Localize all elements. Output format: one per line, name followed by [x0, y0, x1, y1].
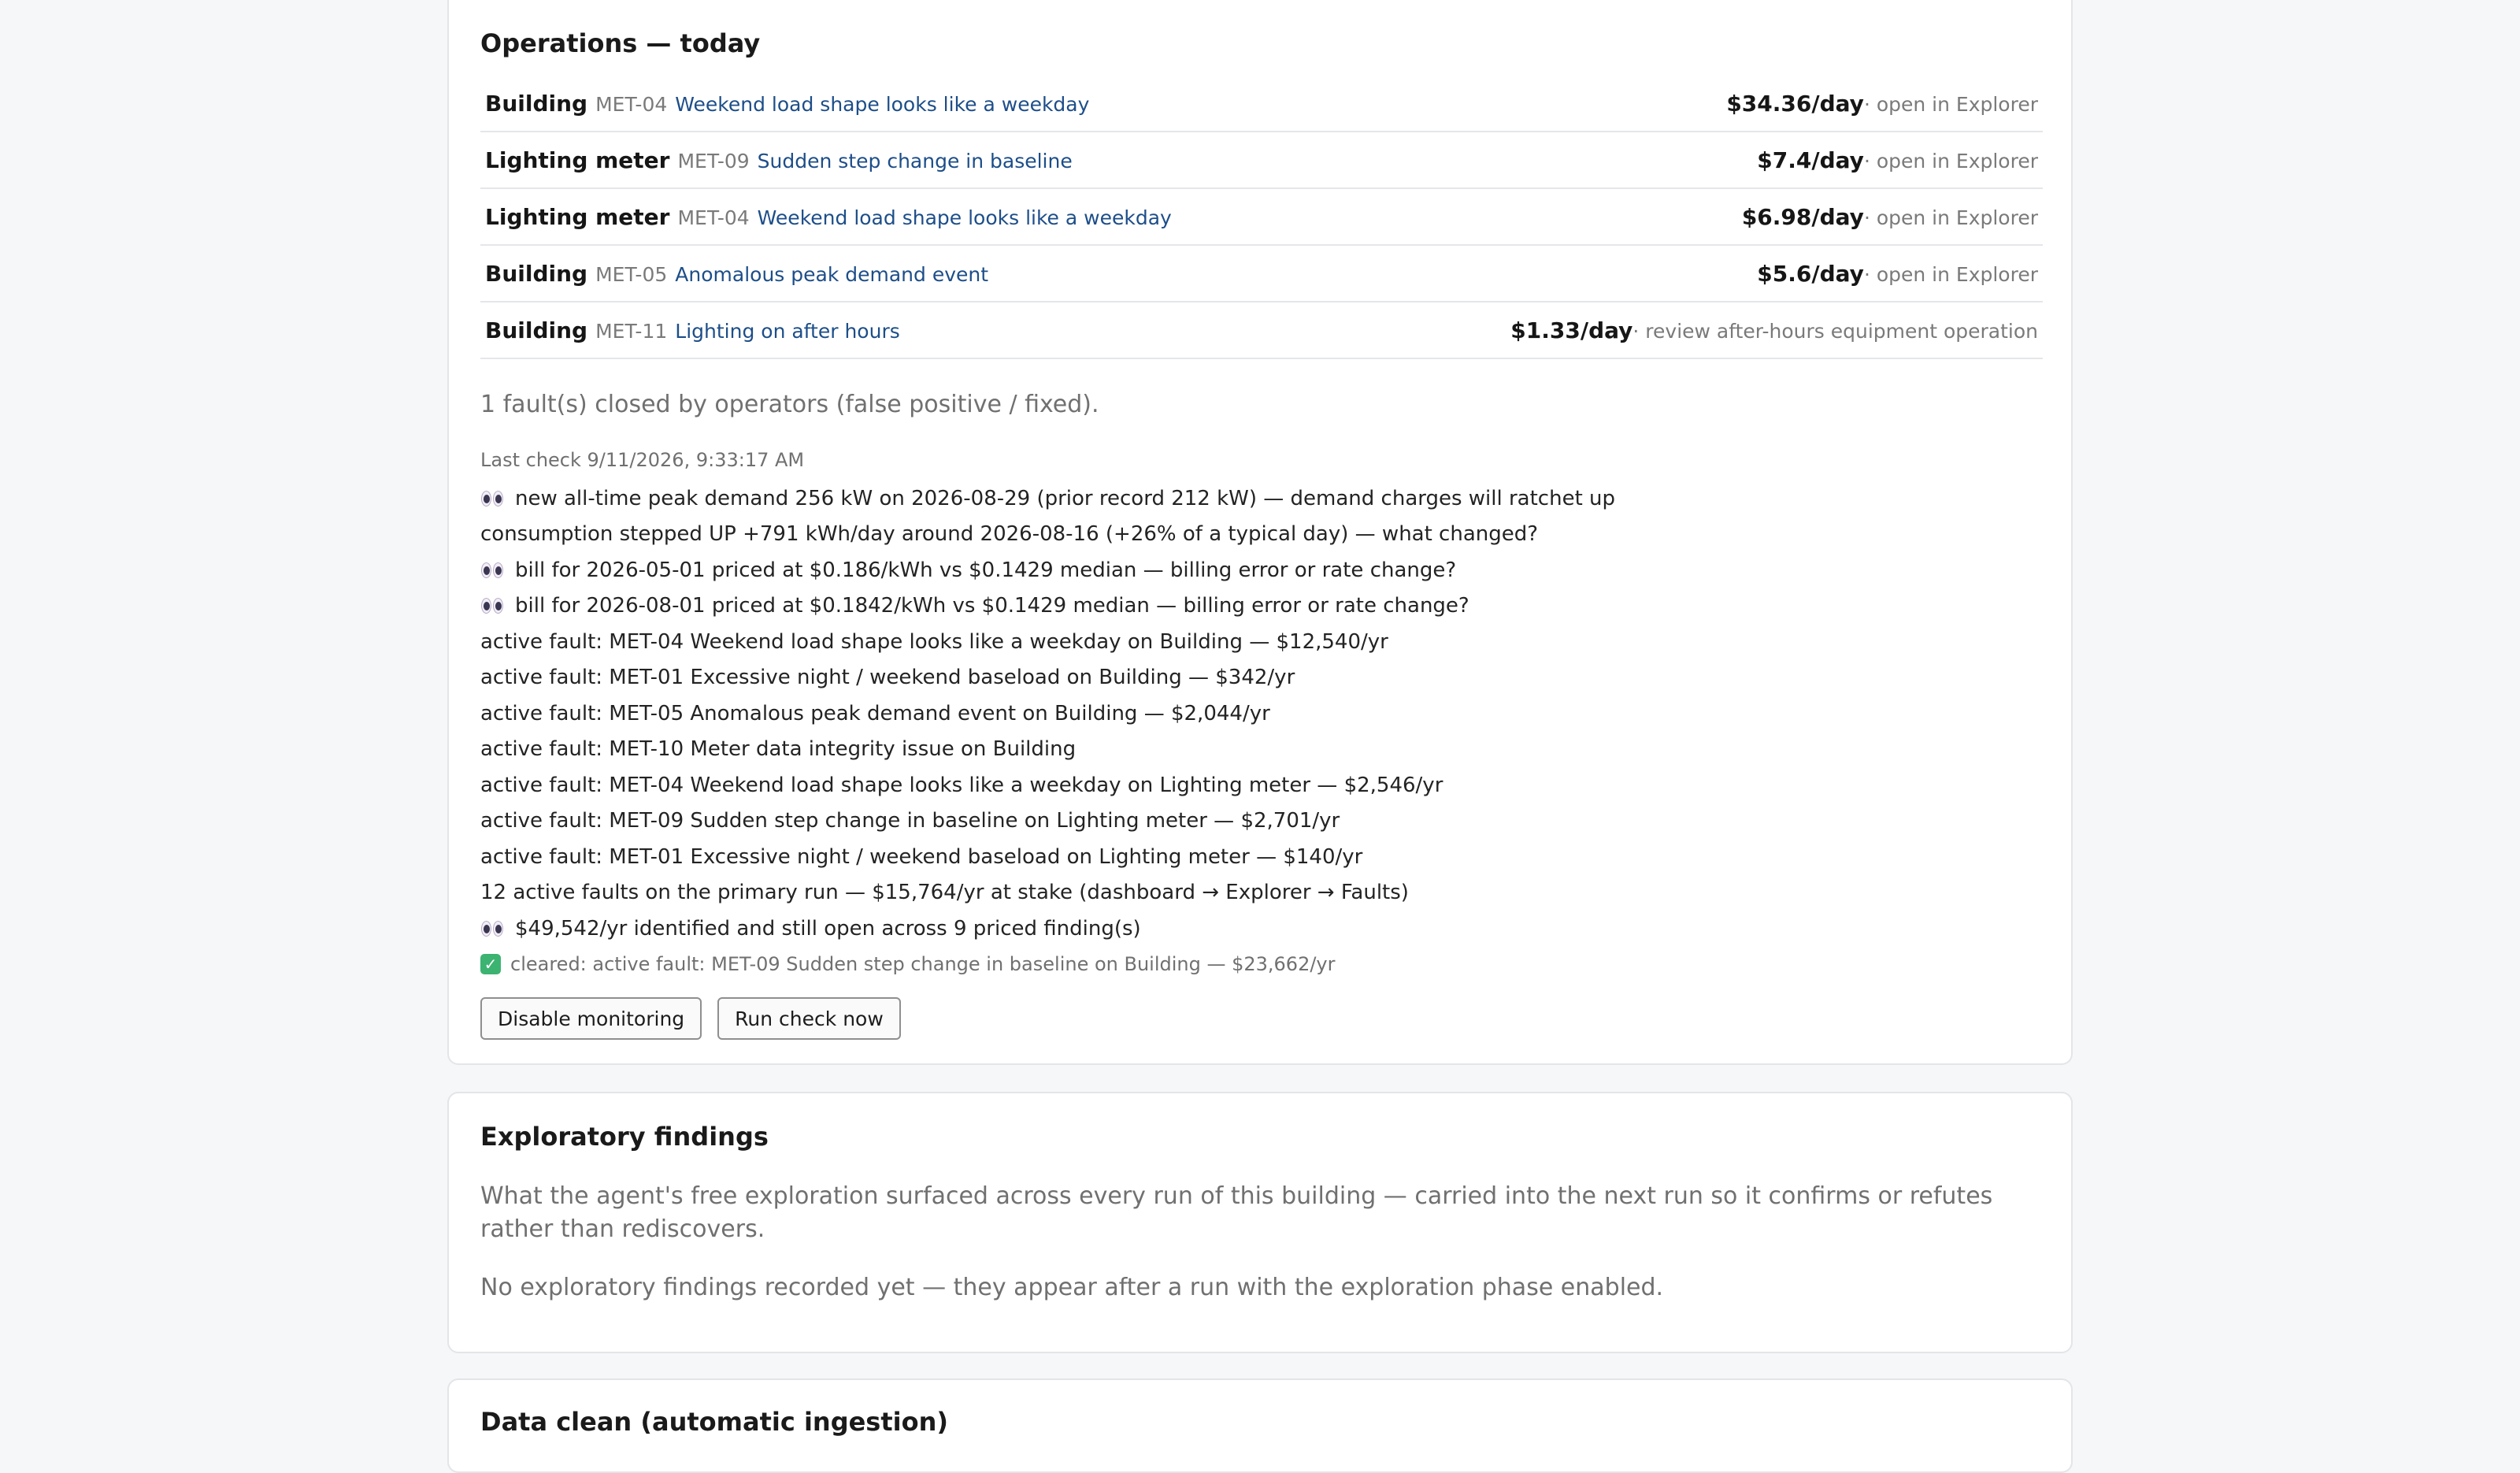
log-line	[480, 624, 2040, 660]
log-line	[480, 588, 2040, 625]
operations-title: Operations — today	[480, 28, 761, 58]
log-line	[480, 911, 2040, 947]
exploratory-empty-state: No exploratory findings recorded yet — they appear after a run with the exploration phase enabled.	[480, 1274, 1664, 1301]
fault-row	[480, 189, 2043, 246]
fault-list	[480, 76, 2043, 359]
eyes-icon	[480, 491, 504, 506]
log-line	[480, 696, 2040, 732]
log-text: $49,542/yr identified and still open across 9 priced finding(s)	[515, 916, 1141, 941]
fault-cost: $5.6/day	[1757, 260, 1864, 287]
fault-equipment: Building	[485, 317, 588, 343]
log-line	[480, 660, 2040, 696]
exploratory-findings-card	[447, 1092, 2073, 1353]
last-check-timestamp: Last check 9/11/2026, 9:33:17 AM	[480, 449, 805, 471]
log-text: active fault: MET-01 Excessive night / weekend baseload on Lighting meter — $140/yr	[480, 844, 1363, 869]
log-text: new all-time peak demand 256 kW on 2026-08-29 (prior record 212 kW) — demand charges will ratchet up	[515, 486, 1616, 510]
log-text: active fault: MET-04 Weekend load shape looks like a weekday on Lighting meter — $2,546/yr	[480, 773, 1443, 797]
log-text: active fault: MET-01 Excessive night / weekend baseload on Building — $342/yr	[480, 666, 1295, 690]
fault-equipment: Lighting meter	[485, 203, 670, 230]
fault-row	[480, 132, 2043, 189]
fault-cost: $1.33/day	[1510, 317, 1633, 343]
monitoring-actions	[480, 997, 901, 1040]
fault-action: · review after-hours equipment operation	[1632, 319, 2038, 343]
operations-card	[447, 0, 2073, 1065]
fault-equipment: Lighting meter	[485, 147, 670, 173]
fault-action[interactable]: · open in Explorer	[1863, 149, 2038, 173]
log-text: active fault: MET-04 Weekend load shape looks like a weekday on Building — $12,540/yr	[480, 629, 1388, 654]
fault-description-link[interactable]: Sudden step change in baseline	[757, 149, 1073, 173]
data-clean-title: Data clean (automatic ingestion)	[480, 1407, 948, 1437]
check-log	[480, 480, 2040, 982]
fault-code: MET-11	[595, 319, 668, 343]
log-line	[480, 803, 2040, 840]
disable-monitoring-button[interactable]: Disable monitoring	[480, 997, 702, 1040]
fault-code: MET-09	[677, 149, 750, 173]
log-line	[480, 732, 2040, 768]
fault-action[interactable]: · open in Explorer	[1863, 262, 2038, 286]
log-line	[480, 767, 2040, 803]
log-line	[480, 480, 2040, 517]
run-check-now-button[interactable]: Run check now	[717, 997, 901, 1040]
eyes-icon	[480, 921, 504, 937]
fault-description-link[interactable]: Anomalous peak demand event	[675, 262, 989, 286]
eyes-icon	[480, 562, 504, 578]
exploratory-findings-title: Exploratory findings	[480, 1122, 769, 1152]
fault-row	[480, 302, 2043, 359]
fault-equipment: Building	[485, 90, 588, 117]
fault-cost: $34.36/day	[1726, 90, 1864, 117]
fault-cost: $7.4/day	[1757, 147, 1864, 173]
fault-code: MET-04	[677, 206, 750, 229]
fault-description-link[interactable]: Weekend load shape looks like a weekday	[675, 92, 1090, 116]
fault-code: MET-04	[595, 92, 668, 116]
fault-action[interactable]: · open in Explorer	[1863, 92, 2038, 116]
fault-equipment: Building	[485, 260, 588, 287]
fault-cost: $6.98/day	[1741, 203, 1864, 230]
log-text: bill for 2026-05-01 priced at $0.186/kWh vs $0.1429 median — billing error or rate change?	[515, 558, 1457, 582]
fault-row	[480, 76, 2043, 132]
log-text: active fault: MET-09 Sudden step change in baseline on Lighting meter — $2,701/yr	[480, 809, 1340, 833]
check-mark-icon: ✓	[480, 954, 501, 974]
log-text: active fault: MET-05 Anomalous peak demand event on Building — $2,044/yr	[480, 701, 1270, 725]
log-line	[480, 839, 2040, 875]
data-clean-card	[447, 1378, 2073, 1473]
log-line-cleared	[480, 947, 2040, 983]
fault-action[interactable]: · open in Explorer	[1863, 206, 2038, 229]
fault-description-link[interactable]: Lighting on after hours	[675, 319, 900, 343]
log-line	[480, 552, 2040, 588]
log-text: active fault: MET-10 Meter data integrity issue on Building	[480, 737, 1077, 762]
log-line	[480, 517, 2040, 553]
log-text: bill for 2026-08-01 priced at $0.1842/kWh vs $0.1429 median — billing error or rate change?	[515, 594, 1469, 618]
cleared-text: cleared: active fault: MET-09 Sudden step change in baseline on Building — $23,662/yr	[510, 953, 1336, 976]
log-text: consumption stepped UP +791 kWh/day around 2026-08-16 (+26% of a typical day) — what changed?	[480, 522, 1539, 547]
closed-faults-summary: 1 fault(s) closed by operators (false positive / fixed).	[480, 391, 1099, 418]
fault-description-link[interactable]: Weekend load shape looks like a weekday	[757, 206, 1172, 229]
fault-row	[480, 246, 2043, 302]
log-line	[480, 875, 2040, 911]
eyes-icon	[480, 598, 504, 614]
exploratory-description: What the agent's free exploration surfaced across every run of this building — carried into the next run so it confirms or refutes rather than rediscovers.	[480, 1182, 1993, 1243]
fault-code: MET-05	[595, 262, 668, 286]
log-text: 12 active faults on the primary run — $15,764/yr at stake (dashboard → Explorer → Faults)	[480, 881, 1409, 905]
